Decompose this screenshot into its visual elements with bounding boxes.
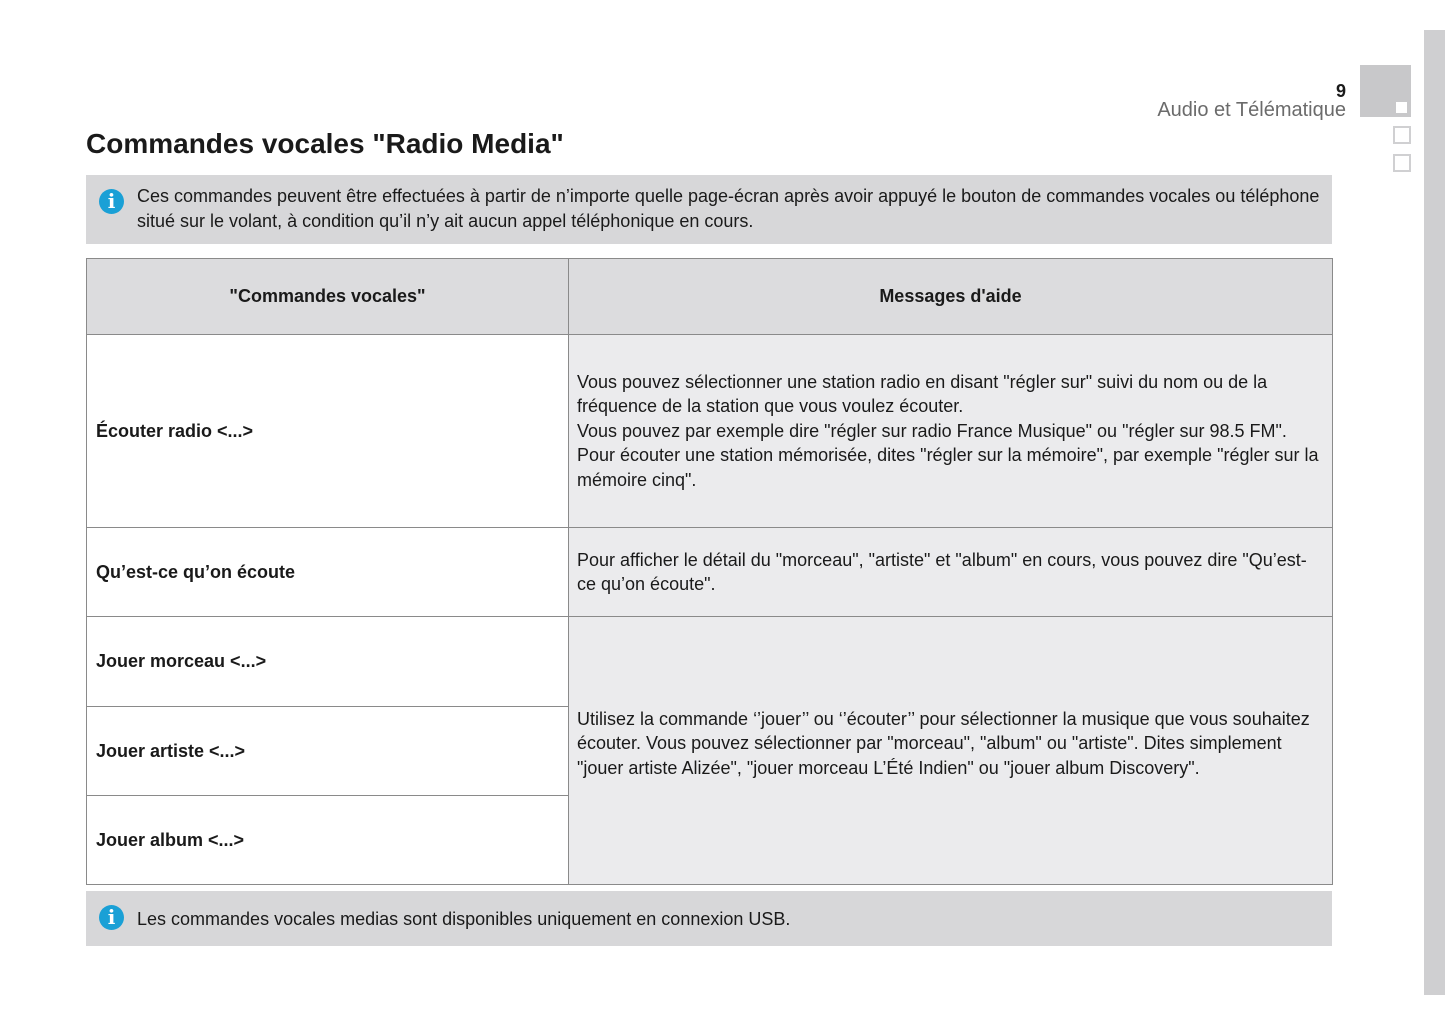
header-messages: Messages d'aide bbox=[569, 259, 1333, 335]
info-text: Ces commandes peuvent être effectuées à partir de n’importe quelle page-écran après avoir appuyé le bouton de commandes vocales ou téléphone situé sur le volant, à condition qu’il n’y ait aucun appel téléphonique en cours. bbox=[137, 186, 1320, 231]
header-commands: "Commandes vocales" bbox=[87, 259, 569, 335]
message-cell: Vous pouvez sélectionner une station radio en disant "régler sur" suivi du nom ou de la fréquence de la station que vous voulez écouter. Vous pouvez par exemple dire "régler sur radio France Musique" ou "régler sur 98.5 FM". Pour écouter une station mémorisée, dites "régler sur la mémoire", par exemple "régler sur la mémoire cinq". bbox=[569, 335, 1333, 528]
message-cell: Utilisez la commande ‘’jouer’’ ou ‘’écouter’’ pour sélectionner la musique que vous souhaitez écouter. Vous pouvez sélectionner par "morceau", "album" ou "artiste". Dites simplement "jouer artiste Alizée", "jouer morceau L’Été Indien" ou "jouer album Discovery". bbox=[569, 617, 1333, 885]
info-box-top bbox=[86, 175, 1332, 244]
page-number: 9 bbox=[1335, 81, 1346, 101]
info-box-bottom bbox=[86, 891, 1332, 946]
info-icon: i bbox=[99, 905, 124, 930]
chapter-tab bbox=[1393, 126, 1411, 144]
info-icon: i bbox=[99, 189, 124, 214]
side-bar bbox=[1424, 30, 1445, 995]
command-cell: Jouer album <...> bbox=[87, 796, 569, 885]
section-title: Audio et Télématique bbox=[1157, 99, 1346, 121]
chapter-tab bbox=[1393, 154, 1411, 172]
chapter-tab-active bbox=[1360, 65, 1411, 117]
command-cell: Écouter radio <...> bbox=[87, 335, 569, 528]
voice-commands-table bbox=[86, 258, 1333, 885]
command-cell: Qu’est-ce qu’on écoute bbox=[87, 528, 569, 617]
command-cell: Jouer artiste <...> bbox=[87, 707, 569, 796]
message-cell: Pour afficher le détail du "morceau", "artiste" et "album" en cours, vous pouvez dire "Qu’est-ce qu’on écoute". bbox=[569, 528, 1333, 617]
info-text: Les commandes vocales medias sont disponibles uniquement en connexion USB. bbox=[137, 909, 791, 929]
page-title: Commandes vocales "Radio Media" bbox=[86, 128, 564, 159]
command-cell: Jouer morceau <...> bbox=[87, 617, 569, 707]
